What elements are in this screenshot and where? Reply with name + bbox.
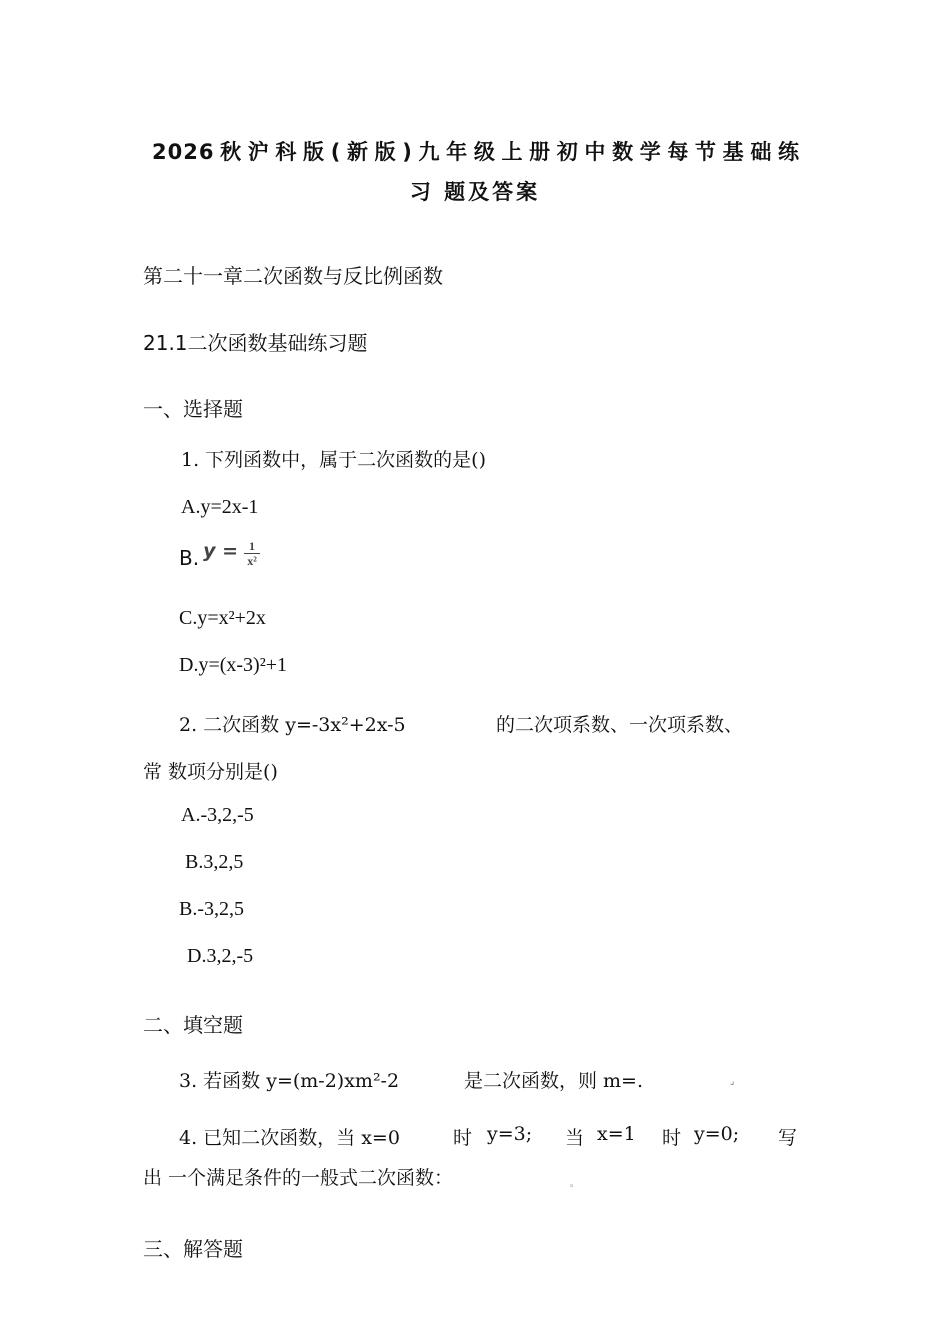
question-4-part-c: y=3;: [487, 1123, 533, 1145]
question-1-option-c: C.y=x²+2x: [179, 607, 266, 629]
question-2-option-b: B.3,2,5: [185, 851, 244, 873]
question-4-part-a: 4. 已知二次函数，当 x=0: [179, 1127, 400, 1149]
option-b-fraction: [244, 540, 260, 567]
question-2-stem-part-c: 常 数项分别是(): [143, 761, 278, 783]
question-1-stem: 1. 下列函数中，属于二次函数的是(): [181, 449, 486, 471]
question-3-stem-part-b: 是二次函数，则 m=.: [464, 1070, 644, 1092]
question-3-mark: ⌟: [730, 1076, 735, 1086]
question-2-option-a: A.-3,2,-5: [181, 804, 254, 826]
question-3-stem-part-a: 3. 若函数 y=(m-2)xm²-2: [179, 1070, 400, 1092]
question-2-option-d: D.3,2,-5: [187, 945, 254, 967]
question-2-stem-part-a: 2. 二次函数 y=-3x²+2x-5: [179, 714, 406, 736]
section-heading: 21.1二次函数基础练习题: [143, 331, 368, 355]
question-1-option-a: A.y=2x-1: [181, 496, 259, 518]
question-2-stem-part-b: 的二次项系数、一次项系数、: [496, 714, 744, 736]
part2-heading: 二、填空题: [143, 1013, 243, 1037]
option-b-label: B.: [179, 546, 200, 571]
question-4-part-g: y=0;: [694, 1123, 740, 1145]
part1-heading: 一、选择题: [143, 397, 243, 421]
question-1-option-d: D.y=(x-3)²+1: [179, 654, 287, 676]
question-4-line-2: 出 一个满足条件的一般式二次函数：: [143, 1167, 454, 1189]
chapter-heading: 第二十一章二次函数与反比例函数: [143, 264, 443, 288]
part3-heading: 三、解答题: [143, 1237, 243, 1261]
document-title-line-1: 2026秋沪科版(新版)九年级上册初中数学每节基础练: [152, 140, 800, 164]
fraction-numerator: 1: [249, 539, 255, 553]
question-2-option-c: B.-3,2,5: [179, 898, 244, 920]
question-4-part-f: 时: [662, 1127, 682, 1149]
document-title-line-2: 习 题及答案: [409, 180, 541, 204]
question-4-part-e: x=1: [597, 1123, 636, 1145]
question-4-part-d: 当: [565, 1127, 585, 1149]
question-4-part-h: 写: [778, 1127, 798, 1149]
fraction-denominator: x²: [247, 554, 257, 568]
option-b-formula-lhs: y =: [203, 540, 238, 563]
question-1-option-b: [179, 540, 260, 570]
question-4-part-b: 时: [453, 1127, 473, 1149]
question-4-mark: 。: [570, 1178, 580, 1188]
